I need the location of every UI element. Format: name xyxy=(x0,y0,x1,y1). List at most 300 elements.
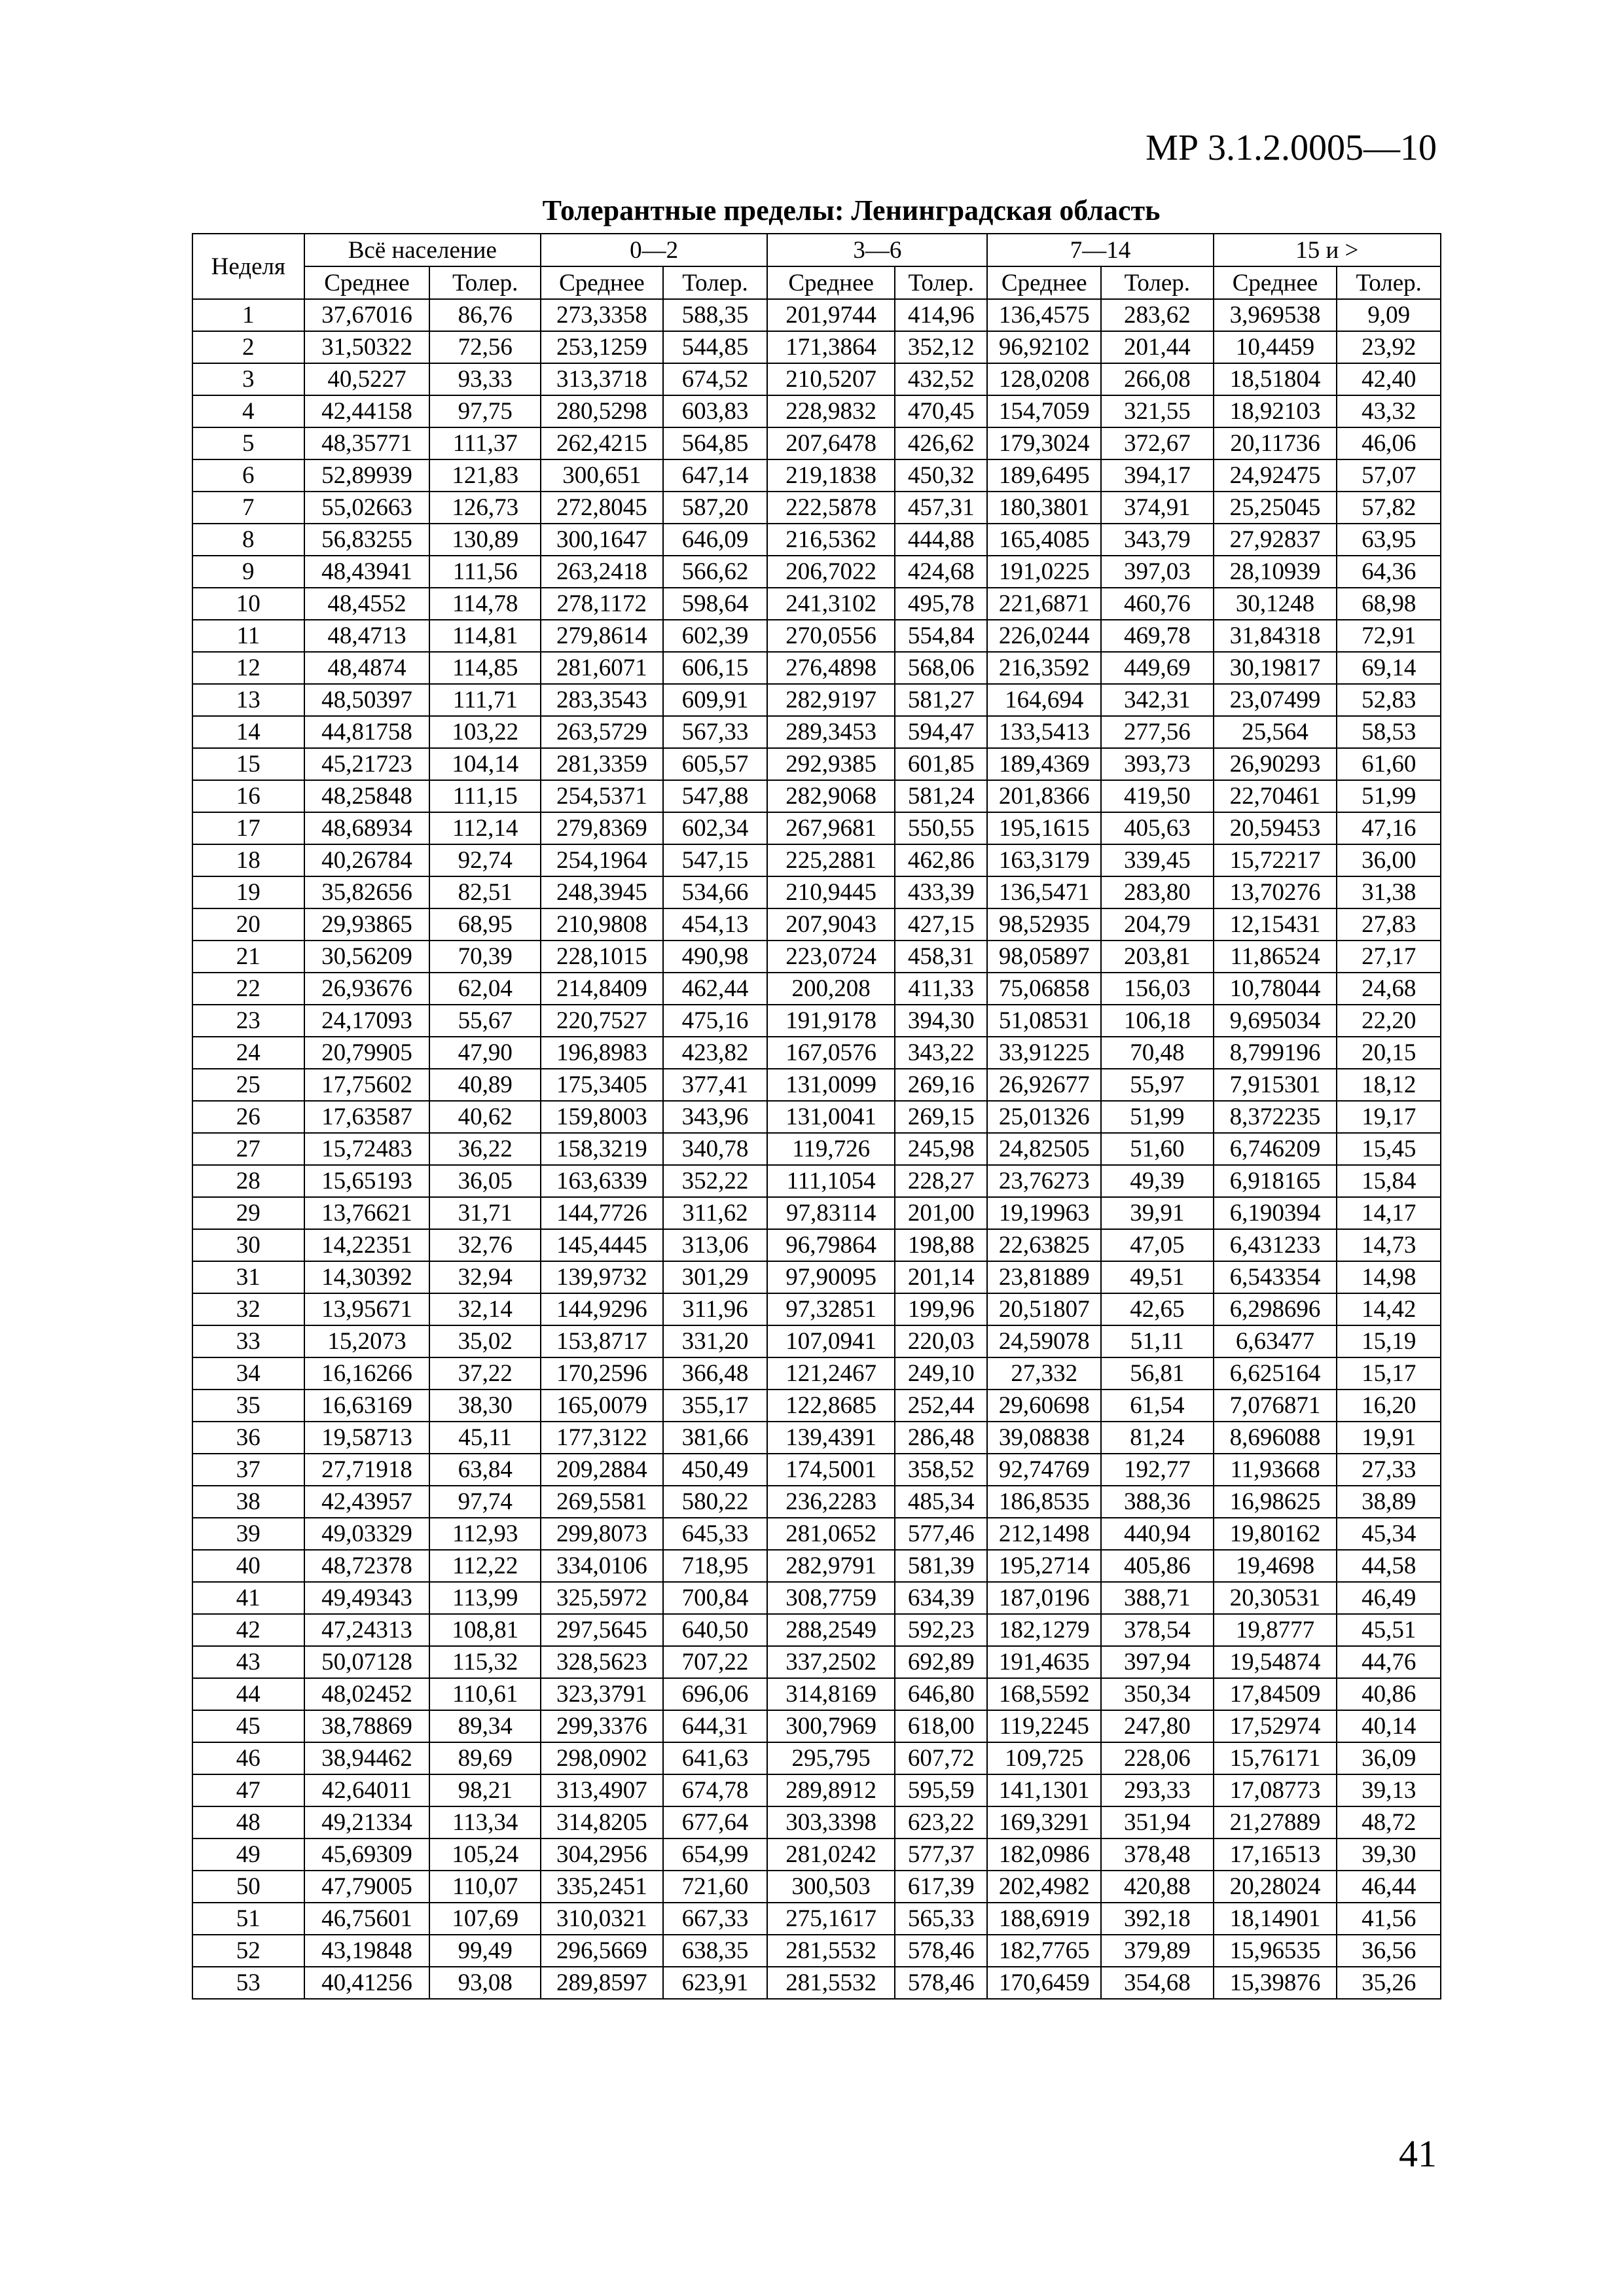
value-cell: 299,3376 xyxy=(541,1710,663,1742)
document-code: МР 3.1.2.0005—10 xyxy=(1146,128,1437,168)
value-cell: 32,14 xyxy=(429,1293,541,1325)
value-cell: 31,38 xyxy=(1337,876,1441,908)
table-row xyxy=(192,1806,1441,1839)
value-cell: 462,44 xyxy=(663,973,768,1005)
value-cell: 107,0941 xyxy=(767,1325,895,1357)
value-cell: 405,86 xyxy=(1101,1550,1214,1582)
value-cell: 444,88 xyxy=(895,524,987,556)
value-cell: 495,78 xyxy=(895,588,987,620)
value-cell: 299,8073 xyxy=(541,1518,663,1550)
value-cell: 554,84 xyxy=(895,620,987,652)
value-cell: 119,2245 xyxy=(987,1710,1101,1742)
value-cell: 40,62 xyxy=(429,1101,541,1133)
value-cell: 602,34 xyxy=(663,812,768,844)
value-cell: 25,25045 xyxy=(1214,492,1337,524)
table-row xyxy=(192,812,1441,844)
value-cell: 36,09 xyxy=(1337,1742,1441,1774)
value-cell: 343,96 xyxy=(663,1101,768,1133)
value-cell: 186,8535 xyxy=(987,1486,1101,1518)
value-cell: 97,75 xyxy=(429,395,541,427)
value-cell: 11,93668 xyxy=(1214,1454,1337,1486)
value-cell: 609,91 xyxy=(663,684,768,716)
value-cell: 7,076871 xyxy=(1214,1390,1337,1422)
value-cell: 93,08 xyxy=(429,1967,541,1999)
value-cell: 29,60698 xyxy=(987,1390,1101,1422)
value-cell: 9,09 xyxy=(1337,299,1441,331)
sub-header: Толер. xyxy=(1101,266,1214,299)
week-cell: 9 xyxy=(192,556,304,588)
value-cell: 6,746209 xyxy=(1214,1133,1337,1165)
value-cell: 24,59078 xyxy=(987,1325,1101,1357)
value-cell: 603,83 xyxy=(663,395,768,427)
value-cell: 220,7527 xyxy=(541,1005,663,1037)
value-cell: 263,5729 xyxy=(541,716,663,748)
value-cell: 204,79 xyxy=(1101,908,1214,941)
value-cell: 36,56 xyxy=(1337,1935,1441,1967)
week-cell: 53 xyxy=(192,1967,304,1999)
table-row xyxy=(192,1197,1441,1229)
table-row xyxy=(192,844,1441,876)
week-cell: 43 xyxy=(192,1646,304,1678)
value-cell: 51,99 xyxy=(1337,780,1441,812)
table-row xyxy=(192,427,1441,459)
week-cell: 20 xyxy=(192,908,304,941)
value-cell: 44,81758 xyxy=(304,716,430,748)
value-cell: 297,5645 xyxy=(541,1614,663,1646)
value-cell: 281,0652 xyxy=(767,1518,895,1550)
value-cell: 236,2283 xyxy=(767,1486,895,1518)
value-cell: 97,90095 xyxy=(767,1261,895,1293)
value-cell: 28,10939 xyxy=(1214,556,1337,588)
value-cell: 82,51 xyxy=(429,876,541,908)
value-cell: 72,56 xyxy=(429,331,541,363)
value-cell: 381,66 xyxy=(663,1422,768,1454)
value-cell: 8,696088 xyxy=(1214,1422,1337,1454)
table-row xyxy=(192,1133,1441,1165)
value-cell: 300,7969 xyxy=(767,1710,895,1742)
week-cell: 32 xyxy=(192,1293,304,1325)
week-cell: 39 xyxy=(192,1518,304,1550)
value-cell: 605,57 xyxy=(663,748,768,780)
week-cell: 11 xyxy=(192,620,304,652)
value-cell: 167,0576 xyxy=(767,1037,895,1069)
value-cell: 89,34 xyxy=(429,1710,541,1742)
table-row xyxy=(192,1646,1441,1678)
week-cell: 41 xyxy=(192,1582,304,1614)
value-cell: 24,82505 xyxy=(987,1133,1101,1165)
value-cell: 20,28024 xyxy=(1214,1871,1337,1903)
value-cell: 328,5623 xyxy=(541,1646,663,1678)
week-cell: 16 xyxy=(192,780,304,812)
table-row xyxy=(192,1325,1441,1357)
value-cell: 252,44 xyxy=(895,1390,987,1422)
table-row xyxy=(192,1293,1441,1325)
value-cell: 63,84 xyxy=(429,1454,541,1486)
value-cell: 470,45 xyxy=(895,395,987,427)
table-row xyxy=(192,1871,1441,1903)
value-cell: 16,63169 xyxy=(304,1390,430,1422)
week-cell: 1 xyxy=(192,299,304,331)
value-cell: 115,32 xyxy=(429,1646,541,1678)
value-cell: 646,80 xyxy=(895,1678,987,1710)
value-cell: 601,85 xyxy=(895,748,987,780)
table-row xyxy=(192,1518,1441,1550)
value-cell: 25,01326 xyxy=(987,1101,1101,1133)
value-cell: 18,92103 xyxy=(1214,395,1337,427)
value-cell: 392,18 xyxy=(1101,1903,1214,1935)
value-cell: 358,52 xyxy=(895,1454,987,1486)
week-header: Неделя xyxy=(192,234,304,299)
value-cell: 281,5532 xyxy=(767,1935,895,1967)
value-cell: 52,83 xyxy=(1337,684,1441,716)
sub-header: Среднее xyxy=(304,266,430,299)
value-cell: 440,94 xyxy=(1101,1518,1214,1550)
value-cell: 485,34 xyxy=(895,1486,987,1518)
value-cell: 450,49 xyxy=(663,1454,768,1486)
value-cell: 379,89 xyxy=(1101,1935,1214,1967)
value-cell: 39,91 xyxy=(1101,1197,1214,1229)
value-cell: 423,82 xyxy=(663,1037,768,1069)
value-cell: 6,190394 xyxy=(1214,1197,1337,1229)
table-row xyxy=(192,1935,1441,1967)
table-row xyxy=(192,684,1441,716)
value-cell: 19,54874 xyxy=(1214,1646,1337,1678)
sub-header: Толер. xyxy=(429,266,541,299)
value-cell: 112,93 xyxy=(429,1518,541,1550)
value-cell: 334,0106 xyxy=(541,1550,663,1582)
week-cell: 29 xyxy=(192,1197,304,1229)
value-cell: 22,20 xyxy=(1337,1005,1441,1037)
value-cell: 26,90293 xyxy=(1214,748,1337,780)
value-cell: 15,17 xyxy=(1337,1357,1441,1390)
value-cell: 56,83255 xyxy=(304,524,430,556)
value-cell: 110,07 xyxy=(429,1871,541,1903)
value-cell: 26,92677 xyxy=(987,1069,1101,1101)
week-cell: 2 xyxy=(192,331,304,363)
value-cell: 20,11736 xyxy=(1214,427,1337,459)
value-cell: 64,36 xyxy=(1337,556,1441,588)
value-cell: 366,48 xyxy=(663,1357,768,1390)
value-cell: 93,33 xyxy=(429,363,541,395)
week-cell: 52 xyxy=(192,1935,304,1967)
value-cell: 10,4459 xyxy=(1214,331,1337,363)
value-cell: 48,02452 xyxy=(304,1678,430,1710)
value-cell: 564,85 xyxy=(663,427,768,459)
table-row xyxy=(192,1390,1441,1422)
value-cell: 104,14 xyxy=(429,748,541,780)
value-cell: 136,4575 xyxy=(987,299,1101,331)
value-cell: 228,06 xyxy=(1101,1742,1214,1774)
value-cell: 25,564 xyxy=(1214,716,1337,748)
value-cell: 14,42 xyxy=(1337,1293,1441,1325)
value-cell: 55,97 xyxy=(1101,1069,1214,1101)
value-cell: 38,30 xyxy=(429,1390,541,1422)
value-cell: 97,74 xyxy=(429,1486,541,1518)
table-row xyxy=(192,1165,1441,1197)
value-cell: 432,52 xyxy=(895,363,987,395)
value-cell: 141,1301 xyxy=(987,1774,1101,1806)
value-cell: 249,10 xyxy=(895,1357,987,1390)
value-cell: 63,95 xyxy=(1337,524,1441,556)
value-cell: 98,21 xyxy=(429,1774,541,1806)
value-cell: 269,15 xyxy=(895,1101,987,1133)
value-cell: 462,86 xyxy=(895,844,987,876)
value-cell: 457,31 xyxy=(895,492,987,524)
week-cell: 46 xyxy=(192,1742,304,1774)
value-cell: 48,50397 xyxy=(304,684,430,716)
value-cell: 300,651 xyxy=(541,459,663,492)
week-cell: 3 xyxy=(192,363,304,395)
value-cell: 111,37 xyxy=(429,427,541,459)
value-cell: 48,4874 xyxy=(304,652,430,684)
group-header: 15 и > xyxy=(1214,234,1441,266)
value-cell: 426,62 xyxy=(895,427,987,459)
week-cell: 8 xyxy=(192,524,304,556)
value-cell: 32,76 xyxy=(429,1229,541,1261)
value-cell: 355,17 xyxy=(663,1390,768,1422)
value-cell: 12,15431 xyxy=(1214,908,1337,941)
value-cell: 276,4898 xyxy=(767,652,895,684)
value-cell: 458,31 xyxy=(895,941,987,973)
value-cell: 97,32851 xyxy=(767,1293,895,1325)
value-cell: 27,17 xyxy=(1337,941,1441,973)
table-row xyxy=(192,1101,1441,1133)
table-row xyxy=(192,1454,1441,1486)
value-cell: 15,39876 xyxy=(1214,1967,1337,1999)
value-cell: 106,18 xyxy=(1101,1005,1214,1037)
group-header: Всё население xyxy=(304,234,541,266)
value-cell: 47,90 xyxy=(429,1037,541,1069)
value-cell: 21,27889 xyxy=(1214,1806,1337,1839)
value-cell: 23,81889 xyxy=(987,1261,1101,1293)
value-cell: 534,66 xyxy=(663,876,768,908)
value-cell: 331,20 xyxy=(663,1325,768,1357)
value-cell: 588,35 xyxy=(663,299,768,331)
value-cell: 17,52974 xyxy=(1214,1710,1337,1742)
value-cell: 113,99 xyxy=(429,1582,541,1614)
value-cell: 38,78869 xyxy=(304,1710,430,1742)
value-cell: 566,62 xyxy=(663,556,768,588)
value-cell: 645,33 xyxy=(663,1518,768,1550)
table-row xyxy=(192,363,1441,395)
value-cell: 228,27 xyxy=(895,1165,987,1197)
value-cell: 15,84 xyxy=(1337,1165,1441,1197)
value-cell: 49,51 xyxy=(1101,1261,1214,1293)
value-cell: 36,00 xyxy=(1337,844,1441,876)
value-cell: 61,60 xyxy=(1337,748,1441,780)
value-cell: 378,54 xyxy=(1101,1614,1214,1646)
value-cell: 36,05 xyxy=(429,1165,541,1197)
value-cell: 48,25848 xyxy=(304,780,430,812)
value-cell: 119,726 xyxy=(767,1133,895,1165)
value-cell: 308,7759 xyxy=(767,1582,895,1614)
value-cell: 424,68 xyxy=(895,556,987,588)
value-cell: 420,88 xyxy=(1101,1871,1214,1903)
value-cell: 20,59453 xyxy=(1214,812,1337,844)
sub-header: Среднее xyxy=(541,266,663,299)
value-cell: 449,69 xyxy=(1101,652,1214,684)
value-cell: 47,16 xyxy=(1337,812,1441,844)
value-cell: 18,51804 xyxy=(1214,363,1337,395)
value-cell: 159,8003 xyxy=(541,1101,663,1133)
value-cell: 219,1838 xyxy=(767,459,895,492)
value-cell: 595,59 xyxy=(895,1774,987,1806)
value-cell: 45,11 xyxy=(429,1422,541,1454)
value-cell: 51,99 xyxy=(1101,1101,1214,1133)
value-cell: 158,3219 xyxy=(541,1133,663,1165)
value-cell: 623,22 xyxy=(895,1806,987,1839)
value-cell: 111,15 xyxy=(429,780,541,812)
value-cell: 45,69309 xyxy=(304,1839,430,1871)
value-cell: 182,0986 xyxy=(987,1839,1101,1871)
value-cell: 20,30531 xyxy=(1214,1582,1337,1614)
value-cell: 98,52935 xyxy=(987,908,1101,941)
value-cell: 52,89939 xyxy=(304,459,430,492)
group-header: 0—2 xyxy=(541,234,767,266)
value-cell: 654,99 xyxy=(663,1839,768,1871)
value-cell: 164,694 xyxy=(987,684,1101,716)
value-cell: 278,1172 xyxy=(541,588,663,620)
week-cell: 21 xyxy=(192,941,304,973)
value-cell: 32,94 xyxy=(429,1261,541,1293)
value-cell: 35,26 xyxy=(1337,1967,1441,1999)
value-cell: 163,3179 xyxy=(987,844,1101,876)
value-cell: 212,1498 xyxy=(987,1518,1101,1550)
week-cell: 15 xyxy=(192,748,304,780)
table-row xyxy=(192,876,1441,908)
value-cell: 221,6871 xyxy=(987,588,1101,620)
value-cell: 321,55 xyxy=(1101,395,1214,427)
value-cell: 279,8369 xyxy=(541,812,663,844)
value-cell: 20,79905 xyxy=(304,1037,430,1069)
value-cell: 180,3801 xyxy=(987,492,1101,524)
value-cell: 107,69 xyxy=(429,1903,541,1935)
week-cell: 12 xyxy=(192,652,304,684)
value-cell: 18,14901 xyxy=(1214,1903,1337,1935)
value-cell: 647,14 xyxy=(663,459,768,492)
value-cell: 27,83 xyxy=(1337,908,1441,941)
week-cell: 31 xyxy=(192,1261,304,1293)
value-cell: 70,39 xyxy=(429,941,541,973)
value-cell: 105,24 xyxy=(429,1839,541,1871)
week-cell: 7 xyxy=(192,492,304,524)
value-cell: 414,96 xyxy=(895,299,987,331)
value-cell: 48,35771 xyxy=(304,427,430,459)
value-cell: 56,81 xyxy=(1101,1357,1214,1390)
value-cell: 640,50 xyxy=(663,1614,768,1646)
value-cell: 46,75601 xyxy=(304,1903,430,1935)
value-cell: 580,22 xyxy=(663,1486,768,1518)
value-cell: 646,09 xyxy=(663,524,768,556)
value-cell: 175,3405 xyxy=(541,1069,663,1101)
value-cell: 394,30 xyxy=(895,1005,987,1037)
value-cell: 301,29 xyxy=(663,1261,768,1293)
value-cell: 44,76 xyxy=(1337,1646,1441,1678)
week-cell: 47 xyxy=(192,1774,304,1806)
value-cell: 174,5001 xyxy=(767,1454,895,1486)
value-cell: 10,78044 xyxy=(1214,973,1337,1005)
value-cell: 23,92 xyxy=(1337,331,1441,363)
table-body xyxy=(192,299,1441,1999)
table-row xyxy=(192,1229,1441,1261)
value-cell: 397,03 xyxy=(1101,556,1214,588)
value-cell: 311,96 xyxy=(663,1293,768,1325)
page-title: Толерантные пределы: Ленинградская область xyxy=(542,194,1161,226)
value-cell: 644,31 xyxy=(663,1710,768,1742)
value-cell: 17,08773 xyxy=(1214,1774,1337,1806)
value-cell: 247,80 xyxy=(1101,1710,1214,1742)
value-cell: 112,22 xyxy=(429,1550,541,1582)
value-cell: 29,93865 xyxy=(304,908,430,941)
value-cell: 228,9832 xyxy=(767,395,895,427)
value-cell: 72,91 xyxy=(1337,620,1441,652)
value-cell: 81,24 xyxy=(1101,1422,1214,1454)
value-cell: 31,84318 xyxy=(1214,620,1337,652)
value-cell: 165,0079 xyxy=(541,1390,663,1422)
value-cell: 313,3718 xyxy=(541,363,663,395)
value-cell: 15,76171 xyxy=(1214,1742,1337,1774)
value-cell: 350,34 xyxy=(1101,1678,1214,1710)
value-cell: 19,19963 xyxy=(987,1197,1101,1229)
value-cell: 108,81 xyxy=(429,1614,541,1646)
value-cell: 42,64011 xyxy=(304,1774,430,1806)
value-cell: 641,63 xyxy=(663,1742,768,1774)
value-cell: 45,34 xyxy=(1337,1518,1441,1550)
value-cell: 171,3864 xyxy=(767,331,895,363)
value-cell: 281,5532 xyxy=(767,1967,895,1999)
value-cell: 191,0225 xyxy=(987,556,1101,588)
value-cell: 241,3102 xyxy=(767,588,895,620)
value-cell: 17,63587 xyxy=(304,1101,430,1133)
table-row xyxy=(192,1839,1441,1871)
value-cell: 114,85 xyxy=(429,652,541,684)
value-cell: 253,1259 xyxy=(541,331,663,363)
value-cell: 14,73 xyxy=(1337,1229,1441,1261)
value-cell: 282,9068 xyxy=(767,780,895,812)
value-cell: 547,15 xyxy=(663,844,768,876)
week-cell: 14 xyxy=(192,716,304,748)
value-cell: 40,14 xyxy=(1337,1710,1441,1742)
value-cell: 577,46 xyxy=(895,1518,987,1550)
value-cell: 47,05 xyxy=(1101,1229,1214,1261)
value-cell: 39,30 xyxy=(1337,1839,1441,1871)
value-cell: 92,74769 xyxy=(987,1454,1101,1486)
value-cell: 111,1054 xyxy=(767,1165,895,1197)
value-cell: 43,32 xyxy=(1337,395,1441,427)
week-cell: 28 xyxy=(192,1165,304,1197)
value-cell: 567,33 xyxy=(663,716,768,748)
value-cell: 48,4552 xyxy=(304,588,430,620)
value-cell: 37,67016 xyxy=(304,299,430,331)
group-header: 7—14 xyxy=(987,234,1213,266)
value-cell: 220,03 xyxy=(895,1325,987,1357)
value-cell: 248,3945 xyxy=(541,876,663,908)
value-cell: 266,08 xyxy=(1101,363,1214,395)
value-cell: 35,02 xyxy=(429,1325,541,1357)
value-cell: 269,16 xyxy=(895,1069,987,1101)
page-number: 41 xyxy=(1399,2132,1437,2175)
table-row xyxy=(192,748,1441,780)
value-cell: 300,1647 xyxy=(541,524,663,556)
value-cell: 48,68934 xyxy=(304,812,430,844)
value-cell: 617,39 xyxy=(895,1871,987,1903)
value-cell: 182,1279 xyxy=(987,1614,1101,1646)
sub-header: Среднее xyxy=(1214,266,1337,299)
value-cell: 707,22 xyxy=(663,1646,768,1678)
value-cell: 182,7765 xyxy=(987,1935,1101,1967)
value-cell: 40,86 xyxy=(1337,1678,1441,1710)
value-cell: 201,9744 xyxy=(767,299,895,331)
